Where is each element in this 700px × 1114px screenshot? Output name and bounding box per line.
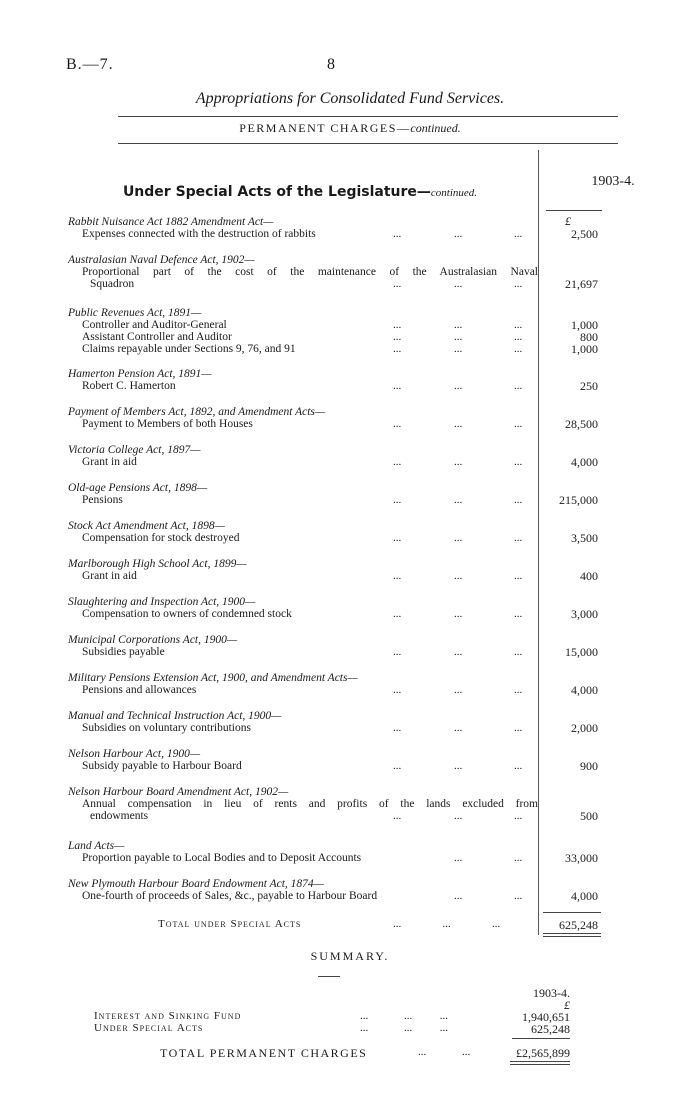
entry-line	[68, 809, 598, 823]
leader-dots: ...	[514, 456, 523, 468]
column-header-rule	[546, 210, 602, 211]
leader-dots: ...	[393, 760, 402, 772]
entry-line	[68, 721, 598, 735]
act-entry	[68, 307, 598, 356]
total-rule-bottom-2	[543, 936, 601, 937]
leader-dots: ...	[514, 722, 523, 734]
entry-amount: 2,500	[571, 227, 598, 241]
leader-dots: ...	[514, 810, 523, 822]
entry-amount: 33,000	[565, 851, 598, 865]
entry-description: endowments	[90, 810, 149, 822]
summary-heading: SUMMARY.	[310, 949, 390, 963]
entry-amount: 1,000	[571, 342, 598, 356]
leader-dots: ...	[393, 722, 402, 734]
total-leader-dots: ... ... ...	[393, 918, 501, 930]
summary-row-label: Interest and Sinking Fund	[94, 1010, 242, 1022]
leader-dots: ...	[393, 343, 402, 355]
act-entry	[68, 558, 598, 583]
entry-line	[68, 318, 598, 332]
grand-total-label: TOTAL PERMANENT CHARGES	[160, 1046, 368, 1060]
act-title: Military Pensions Extension Act, 1900, and Amendment Acts—	[68, 672, 358, 684]
act-title: Hamerton Pension Act, 1891—	[68, 368, 212, 380]
entry-amount: 21,697	[565, 277, 598, 291]
entry-description: Compensation for stock destroyed	[82, 532, 240, 544]
entry-description: Pensions and allowances	[82, 684, 197, 696]
act-title: Land Acts—	[68, 840, 125, 852]
leader-dots: ...	[514, 228, 523, 240]
act-entry	[68, 634, 598, 659]
entry-line	[68, 889, 598, 903]
entry-description: Assistant Controller and Auditor	[82, 331, 232, 343]
grand-total-rule-1	[510, 1061, 570, 1062]
entry-line	[68, 569, 598, 583]
leader-dots: ...	[454, 810, 463, 822]
leader-dots: ...	[454, 760, 463, 772]
act-entry	[68, 368, 598, 393]
entry-amount: 3,000	[571, 607, 598, 621]
leader-dots: ...	[393, 380, 402, 392]
currency-symbol: £	[565, 214, 571, 228]
entry-description: Subsidies on voluntary contributions	[82, 722, 251, 734]
section-title	[60, 184, 540, 200]
act-title: Manual and Technical Instruction Act, 1900—	[68, 710, 282, 722]
leader-dots: ...	[393, 278, 402, 290]
entry-description: Proportional part of the cost of the maintenance of the Australasian Naval	[82, 266, 538, 278]
entry-line	[68, 379, 598, 393]
entry-amount: 4,000	[571, 455, 598, 469]
leader-dots: ...	[393, 418, 402, 430]
act-entry	[68, 406, 598, 431]
act-entry	[68, 672, 598, 697]
leader-dots: ...	[454, 722, 463, 734]
act-title: Marlborough High School Act, 1899—	[68, 558, 247, 570]
entry-description: Squadron	[90, 278, 135, 290]
act-title: Old-age Pensions Act, 1898—	[68, 482, 208, 494]
summary-divider	[318, 976, 340, 977]
leader-dots: ...	[454, 852, 463, 864]
entry-description: Expenses connected with the destruction of rabbits	[82, 228, 316, 240]
summary-currency: £	[564, 998, 570, 1012]
amount-column-divider	[538, 150, 539, 935]
leader-dots: ...	[454, 570, 463, 582]
subtitle-rule	[118, 143, 618, 144]
entry-description: Controller and Auditor-General	[82, 319, 227, 331]
entry-line	[68, 227, 598, 241]
act-entry	[68, 444, 598, 469]
leader-dots: ...	[454, 646, 463, 658]
page-subtitle	[0, 121, 700, 136]
leader-dots: ...	[514, 331, 523, 343]
entry-description: One-fourth of proceeds of Sales, &c., payable to Harbour Board	[82, 890, 378, 902]
header-rule	[118, 116, 618, 117]
leader-dots: ...	[454, 532, 463, 544]
act-title: Municipal Corporations Act, 1900—	[68, 634, 238, 646]
entry-amount: 400	[580, 569, 598, 583]
leader-dots: ...	[514, 852, 523, 864]
entry-description: Robert C. Hamerton	[82, 380, 176, 392]
leader-dots: ...	[454, 380, 463, 392]
leader-dots: ...	[514, 319, 523, 331]
entry-amount: 2,000	[571, 721, 598, 735]
act-entry	[68, 596, 598, 621]
section-title-continued: continued.	[430, 187, 478, 199]
entry-amount: 15,000	[565, 645, 598, 659]
act-entry	[68, 878, 598, 903]
entry-line	[68, 455, 598, 469]
page-title: Appropriations for Consolidated Fund Services.	[195, 90, 505, 107]
leader-dots: ...	[393, 646, 402, 658]
entry-amount: 250	[580, 379, 598, 393]
leader-dots: ...	[514, 532, 523, 544]
leader-dots: ...	[393, 684, 402, 696]
leader-dots: ...	[454, 228, 463, 240]
leader-dots: ...	[393, 810, 402, 822]
summary-leader-dots: ... ... ...	[360, 1022, 448, 1034]
grand-total-rule-2	[510, 1064, 570, 1065]
entry-line	[68, 798, 538, 810]
leader-dots: ...	[393, 494, 402, 506]
act-title: New Plymouth Harbour Board Endowment Act, 1874—	[68, 878, 324, 890]
leader-dots: ...	[393, 608, 402, 620]
leader-dots: ...	[514, 380, 523, 392]
grand-total-amount: £2,565,899	[516, 1046, 570, 1060]
subtitle-main: PERMANENT CHARGES—	[239, 121, 411, 135]
summary-row-amount: 625,248	[531, 1022, 570, 1036]
total-label: Total under Special Acts	[158, 918, 302, 930]
leader-dots: ...	[514, 343, 523, 355]
entry-line	[68, 330, 598, 344]
entry-description: Subsidies payable	[82, 646, 165, 658]
leader-dots: ...	[393, 331, 402, 343]
entry-amount: 1,000	[571, 318, 598, 332]
act-title: Slaughtering and Inspection Act, 1900—	[68, 596, 256, 608]
entry-amount: 28,500	[565, 417, 598, 431]
act-title: Victoria College Act, 1897—	[68, 444, 201, 456]
section-title-main: Under Special Acts of the Legislature—	[122, 184, 431, 200]
summary-year: 1903-4.	[533, 986, 570, 1000]
act-title: Rabbit Nuisance Act 1882 Amendment Act—	[68, 216, 274, 228]
entry-line	[68, 683, 598, 697]
act-title: Payment of Members Act, 1892, and Amendment Acts—	[68, 406, 326, 418]
leader-dots: ...	[393, 319, 402, 331]
leader-dots: ...	[454, 343, 463, 355]
entry-amount: 215,000	[559, 493, 598, 507]
entry-line	[68, 417, 598, 431]
act-entry	[68, 482, 598, 507]
entry-line	[68, 531, 598, 545]
leader-dots: ...	[454, 608, 463, 620]
act-title: Stock Act Amendment Act, 1898—	[68, 520, 225, 532]
leader-dots: ...	[514, 494, 523, 506]
leader-dots: ...	[454, 684, 463, 696]
summary-row-amount: 1,940,651	[522, 1010, 570, 1024]
leader-dots: ...	[393, 532, 402, 544]
summary-row-label: Under Special Acts	[94, 1022, 204, 1034]
entry-line	[68, 266, 538, 278]
act-entry	[68, 710, 598, 735]
entry-line	[68, 607, 598, 621]
entry-line	[68, 493, 598, 507]
entry-amount: 800	[580, 330, 598, 344]
grand-total-leader-dots: ... ...	[418, 1046, 471, 1058]
act-title: Nelson Harbour Board Amendment Act, 1902—	[68, 786, 289, 798]
summary-rule-top	[512, 1038, 570, 1039]
act-entry	[68, 840, 598, 865]
entry-description: Claims repayable under Sections 9, 76, and 91	[82, 343, 296, 355]
act-entry	[68, 216, 598, 241]
leader-dots: ...	[514, 760, 523, 772]
entry-description: Annual compensation in lieu of rents and profits of the lands excluded from	[82, 798, 538, 810]
leader-dots: ...	[393, 570, 402, 582]
total-rule-bottom-1	[543, 933, 601, 934]
total-rule-top	[543, 912, 601, 913]
total-amount: 625,248	[559, 918, 598, 932]
leader-dots: ...	[514, 608, 523, 620]
leader-dots: ...	[514, 418, 523, 430]
entry-amount: 4,000	[571, 889, 598, 903]
entry-line	[68, 851, 598, 865]
leader-dots: ...	[454, 494, 463, 506]
act-title: Public Revenues Act, 1891—	[68, 307, 202, 319]
act-entry	[68, 520, 598, 545]
page-number: 8	[327, 56, 335, 73]
subtitle-continued: continued.	[410, 121, 461, 135]
leader-dots: ...	[454, 890, 463, 902]
column-year-header: 1903-4.	[591, 174, 635, 189]
leader-dots: ...	[514, 570, 523, 582]
entry-line	[68, 645, 598, 659]
entry-description: Payment to Members of both Houses	[82, 418, 253, 430]
act-entry	[68, 748, 598, 773]
act-entry	[68, 786, 598, 823]
entry-description: Grant in aid	[82, 456, 137, 468]
entry-description: Compensation to owners of condemned stock	[82, 608, 292, 620]
leader-dots: ...	[514, 890, 523, 902]
leader-dots: ...	[514, 684, 523, 696]
leader-dots: ...	[393, 228, 402, 240]
act-title: Nelson Harbour Act, 1900—	[68, 748, 201, 760]
entry-line	[68, 277, 598, 291]
entry-description: Grant in aid	[82, 570, 137, 582]
summary-leader-dots: ... ... ...	[360, 1010, 448, 1022]
document-reference: B.—7.	[66, 56, 114, 73]
entry-description: Proportion payable to Local Bodies and to Deposit Accounts	[82, 852, 362, 864]
act-title: Australasian Naval Defence Act, 1902—	[68, 254, 255, 266]
leader-dots: ...	[454, 418, 463, 430]
leader-dots: ...	[393, 456, 402, 468]
leader-dots: ...	[454, 278, 463, 290]
entry-amount: 900	[580, 759, 598, 773]
leader-dots: ...	[454, 319, 463, 331]
entry-description: Pensions	[82, 494, 123, 506]
entry-amount: 500	[580, 809, 598, 823]
entry-line	[68, 342, 598, 356]
leader-dots: ...	[514, 278, 523, 290]
entry-line	[68, 759, 598, 773]
act-entry	[68, 254, 598, 291]
leader-dots: ...	[454, 331, 463, 343]
leader-dots: ...	[514, 646, 523, 658]
entry-description: Subsidy payable to Harbour Board	[82, 760, 242, 772]
entry-amount: 4,000	[571, 683, 598, 697]
leader-dots: ...	[454, 456, 463, 468]
entry-amount: 3,500	[571, 531, 598, 545]
